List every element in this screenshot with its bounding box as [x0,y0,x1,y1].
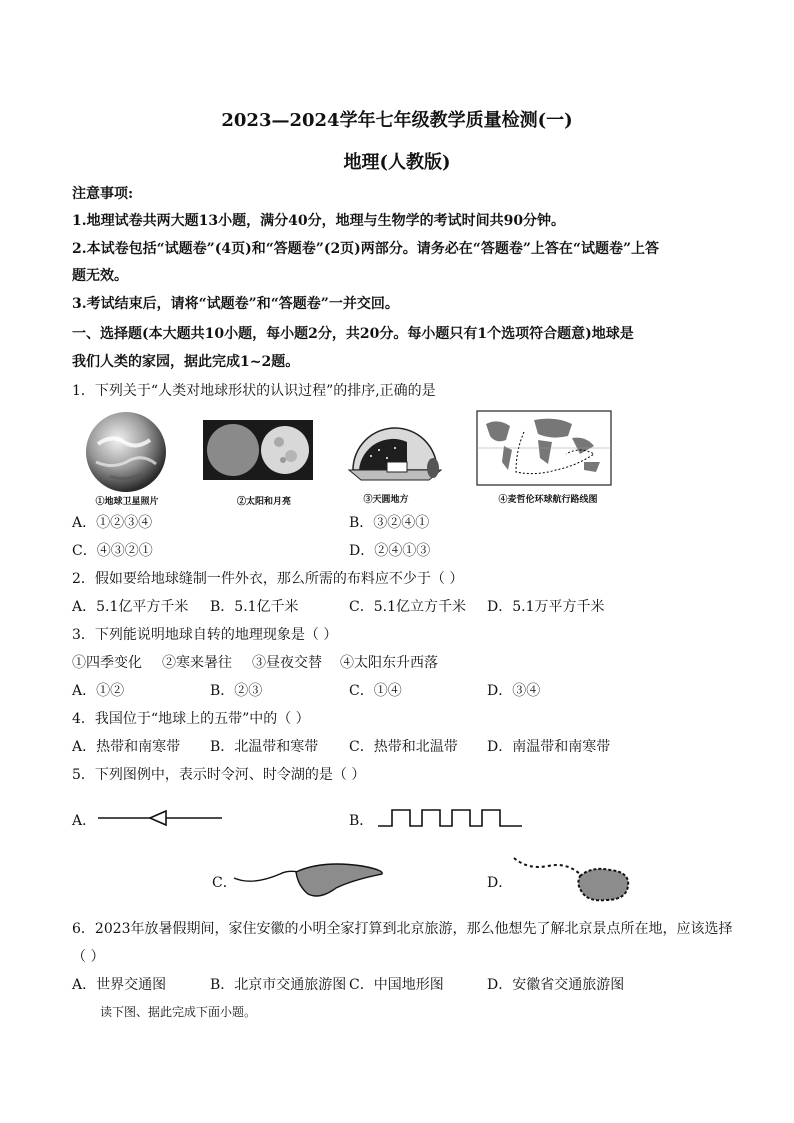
q5-label-a: A． [72,813,97,829]
q6-option-d: D．安徽省交通旅游图 [487,977,625,993]
q1-caption-4: ④麦哲伦环球航行路线图 [498,495,598,505]
section1-intro-line1: 一、选择题(本大题共10小题，每小题2分，共20分。每小题只有1个选项符合题意)地球是 [72,326,634,342]
q5-symbol-c-solid-lake [232,858,392,904]
q6-option-c: C．中国地形图 [349,977,444,993]
q1-option-d: D．②④①③ [349,543,431,559]
q2-stem: 2．假如要给地球缝制一件外衣，那么所需的布料应不少于（ ） [72,571,464,587]
q1-caption-3: ③天圆地方 [363,495,409,505]
q5-symbol-a-arrow [96,808,224,828]
q3-option-c: C．①④ [349,683,402,699]
notice-item-1: 1.地理试卷共两大题13小题，满分40分，地理与生物学的考试时间共90分钟。 [72,213,566,229]
q6-option-a: A．世界交通图 [72,977,167,993]
section1-intro-line2: 我们人类的家园，据此完成1~2题。 [72,354,300,370]
q4-stem: 4．我国位于“地球上的五带”中的（ ） [72,711,310,727]
q2-option-c: C．5.1亿立方千米 [349,599,466,615]
q5-symbol-d-dashed-lake [508,852,636,906]
q3-option-b: B．②③ [210,683,263,699]
q2-option-d: D．5.1万平方千米 [487,599,605,615]
q1-caption-2: ②太阳和月亮 [236,497,291,507]
notice-item-3: 3.考试结束后，请将“试题卷”和“答题卷”一并交回。 [72,296,399,312]
q2-option-a: A．5.1亿平方千米 [72,599,189,615]
q6-stem-line2: （ ） [72,949,105,965]
q1-option-a: A．①②③④ [72,515,153,531]
q3-stem: 3．下列能说明地球自转的地理现象是（ ） [72,627,338,643]
q1-option-c: C．④③②① [72,543,153,559]
q1-caption-1: ①地球卫星照片 [95,497,159,507]
notice-item-2: 2.本试卷包括“试题卷”(4页)和“答题卷”(2页)两部分。请务必在“答题卷”上答在“试题卷”上答 [72,241,660,257]
q5-label-d: D． [487,875,513,891]
round-sky-square-earth-image [347,420,442,488]
q2-option-b: B．5.1亿千米 [210,599,299,615]
q4-option-c: C．热带和北温带 [349,739,458,755]
q6-stem-line1: 6．2023年放暑假期间，家住安徽的小明全家打算到北京旅游，那么他想先了解北京景点所在地，应该选择 [72,921,733,937]
q5-symbol-b-square-wave [376,806,524,830]
magellan-route-map [476,410,612,486]
notice-heading: 注意事项: [72,186,134,202]
q5-label-b: B． [349,813,374,829]
sun-and-moon-image [203,420,313,480]
q6-option-b: B．北京市交通旅游图 [210,977,347,993]
q5-stem: 5．下列图例中，表示时令河、时令湖的是（ ） [72,767,366,783]
q5-label-c: C． [212,875,237,891]
q3-phenomenon-2: ②寒来暑往 [162,655,232,671]
reading-note: 读下图、据此完成下面小题。 [100,1005,257,1019]
q3-phenomenon-1: ①四季变化 [72,655,142,671]
q1-option-b: B．③②④① [349,515,430,531]
q4-option-b: B．北温带和寒带 [210,739,319,755]
q3-phenomenon-4: ④太阳东升西落 [340,655,438,671]
exam-subtitle: 地理(人教版) [343,152,451,173]
q4-option-d: D．南温带和南寒带 [487,739,611,755]
q4-option-a: A．热带和南寒带 [72,739,181,755]
exam-title: 2023—2024学年七年级教学质量检测(一) [221,110,573,131]
q1-stem: 1．下列关于“人类对地球形状的认识过程”的排序,正确的是 [72,383,436,399]
q3-option-d: D．③④ [487,683,541,699]
q3-option-a: A．①② [72,683,125,699]
earth-satellite-photo [84,410,168,494]
notice-item-2-cont: 题无效。 [72,268,128,284]
q3-phenomenon-3: ③昼夜交替 [252,655,322,671]
